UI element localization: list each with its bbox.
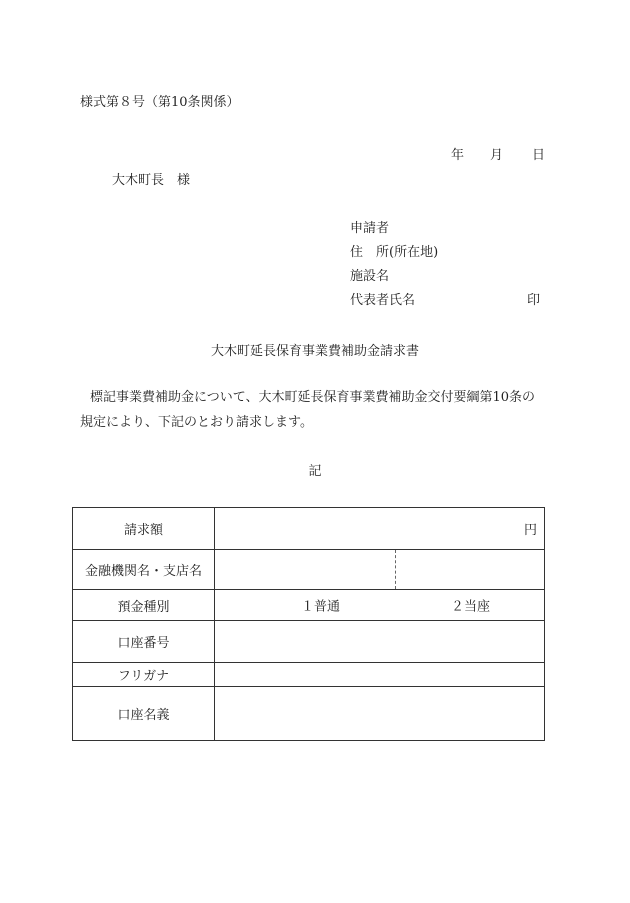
representative-name-label: 代表者氏名 <box>350 293 416 308</box>
account-number-label: 口座番号 <box>73 621 215 663</box>
applicant-label: 申請者 <box>350 221 390 236</box>
body-text-line-2: 規定により、下記のとおり請求します。 <box>80 415 313 430</box>
addressee: 大木町長 様 <box>112 173 191 188</box>
account-number-field[interactable] <box>215 621 545 663</box>
bank-branch-divider <box>395 550 396 589</box>
ki-heading: 記 <box>308 464 322 479</box>
table-row-deposit-type <box>73 590 545 621</box>
bank-branch-field[interactable] <box>215 550 545 590</box>
date-month-label: 月 <box>490 148 504 163</box>
table-row-account-number <box>73 621 545 663</box>
document-title: 大木町延長保育事業費補助金請求書 <box>210 344 419 359</box>
deposit-type-label: 預金種別 <box>73 590 215 621</box>
seal-mark: 印 <box>527 293 541 308</box>
table-row-bank <box>73 550 545 590</box>
table-row-furigana <box>73 663 545 687</box>
furigana-field[interactable] <box>215 663 545 687</box>
date-day-label: 日 <box>532 148 546 163</box>
table-row-account-holder <box>73 687 545 741</box>
deposit-type-field <box>215 590 545 621</box>
amount-field[interactable] <box>215 508 545 550</box>
claim-details-table <box>72 507 545 741</box>
bank-branch-label: 金融機関名・支店名 <box>73 550 215 590</box>
deposit-option-ordinary[interactable]: １普通 <box>301 599 341 615</box>
yen-unit: 円 <box>523 523 537 538</box>
deposit-option-current[interactable]: ２当座 <box>451 599 491 615</box>
address-label: 住 所(所在地) <box>350 245 439 260</box>
account-holder-label: 口座名義 <box>73 687 215 741</box>
date-year-label: 年 <box>451 148 465 163</box>
account-holder-field[interactable] <box>215 687 545 741</box>
amount-label: 請求額 <box>73 508 215 550</box>
facility-name-label: 施設名 <box>350 269 390 284</box>
table-row-amount <box>73 508 545 550</box>
form-number: 様式第８号（第10条関係） <box>80 95 240 110</box>
body-text-line-1: 標記事業費補助金について、大木町延長保育事業費補助金交付要綱第10条の <box>90 390 536 405</box>
furigana-label: フリガナ <box>73 663 215 687</box>
